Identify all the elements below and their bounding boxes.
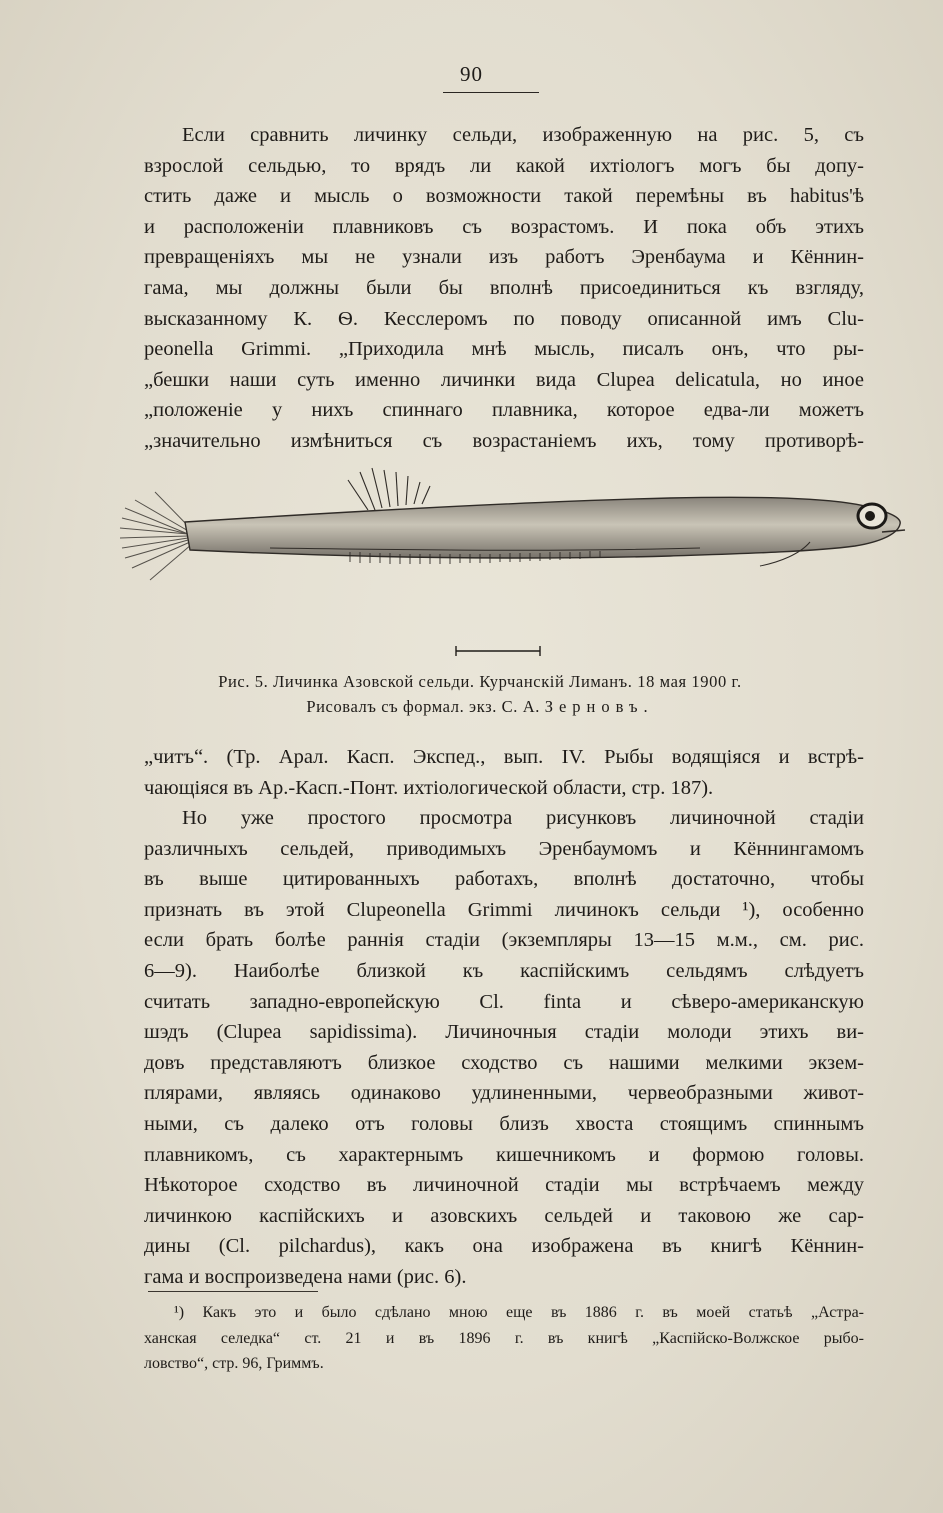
text-line: дины (Cl. pilchardus), какъ она изображена въ книгѣ Кённин- bbox=[144, 1235, 864, 1258]
paragraph-3 bbox=[144, 803, 864, 1293]
text-line: довъ представляютъ близкое сходство съ нашими мелкими экзем- bbox=[144, 1051, 864, 1074]
text-line: шэдъ (Clupea sapidissima). Личиночныя стадіи молоди этихъ ви- bbox=[144, 1021, 864, 1044]
text-line: плавникомъ, съ характернымъ кишечникомъ и формою головы. bbox=[144, 1143, 864, 1166]
footnote-rule bbox=[148, 1291, 318, 1292]
text-line: различныхъ сельдей, приводимыхъ Эренбаумомъ и Кённингамомъ bbox=[144, 837, 864, 860]
footnote-line: ¹) Какъ это и было сдѣлано мною еще въ 1886 г. въ моей статьѣ „Астра- bbox=[174, 1304, 864, 1321]
text-line: „положеніе у нихъ спиннаго плавника, которое едва-ли можетъ bbox=[144, 399, 864, 422]
figure-caption: Рис. 5. Личинка Азовской сельди. Курчанскій Лиманъ. 18 мая 1900 г. bbox=[218, 672, 742, 691]
scale-bar bbox=[455, 645, 541, 657]
text-line: 6—9). Наиболѣе близкой къ каспійскимъ сельдямъ слѣдуетъ bbox=[144, 959, 864, 982]
text-line: считать западно-европейскую Cl. finta и сѣверо-американскую bbox=[144, 990, 864, 1013]
text-line: чающіяся въ Ар.-Касп.-Понт. ихтіологической области, стр. 187). bbox=[144, 776, 714, 799]
text-line: „читъ“. (Тр. Арал. Касп. Экспед., вып. IV. Рыбы водящіяся и встрѣ- bbox=[144, 746, 864, 768]
figure-credit bbox=[120, 697, 840, 717]
fish-larva-illustration bbox=[110, 462, 910, 612]
text-line: въ выше цитированныхъ работахъ, вполнѣ достаточно, чтобы bbox=[144, 868, 864, 891]
footnote-line: ловство“, стр. 96, Гриммъ. bbox=[144, 1355, 324, 1372]
text-line: личинкою каспійскихъ и азовскихъ сельдей и таковою же сар- bbox=[144, 1204, 864, 1227]
paragraph-2 bbox=[144, 742, 864, 803]
text-line: гама и воспроизведена нами (рис. 6). bbox=[144, 1265, 467, 1288]
text-line: ными, съ далеко отъ головы близъ хвоста стоящимъ спиннымъ bbox=[144, 1112, 864, 1135]
text-line: Но уже простого просмотра рисунковъ личиночной стадіи bbox=[182, 807, 864, 829]
footnote-line: ханская селедка“ ст. 21 и въ 1896 г. въ книгѣ „Каспійско-Волжское рыбо- bbox=[144, 1329, 864, 1347]
page-number-rule bbox=[443, 92, 539, 93]
text-line: плярами, являясь одинаково удлиненными, червеобразными живот- bbox=[144, 1082, 864, 1105]
figure-credit-author: Зерновъ. bbox=[544, 697, 654, 716]
text-line: „бешки наши суть именно личинки вида Clupea delicatula, но иное bbox=[144, 368, 864, 391]
text-line: стить даже и мысль о возможности такой перемѣны въ habitus'ѣ bbox=[144, 185, 864, 208]
text-line: гама, мы должны были бы вполнѣ присоединиться къ взгляду, bbox=[144, 276, 864, 299]
text-line: peonella Grimmi. „Приходила мнѣ мысль, писалъ онъ, что ры- bbox=[144, 338, 864, 361]
footnote bbox=[144, 1300, 864, 1377]
text-line: признать въ этой Clupeonella Grimmi личинокъ сельди ¹), особенно bbox=[144, 898, 864, 921]
text-line: если брать болѣе раннія стадіи (экземпляры 13—15 м.м., см. рис. bbox=[144, 929, 864, 952]
text-line: взрослой сельдью, то врядъ ли какой ихтіологъ могъ бы допу- bbox=[144, 154, 864, 177]
text-line: Нѣкоторое сходство въ личиночной стадіи мы встрѣчаемъ между bbox=[144, 1174, 864, 1197]
figure-credit-text: Рисовалъ съ формал. экз. С. А. bbox=[306, 697, 545, 716]
text-line: „значительно измѣниться съ возрастаніемъ ихъ, тому противорѣ- bbox=[144, 429, 864, 452]
text-line: превращеніяхъ мы не узнали изъ работъ Эренбаума и Кённин- bbox=[144, 246, 864, 269]
text-line: и расположеніи плавниковъ съ возрастомъ. И пока объ этихъ bbox=[144, 215, 864, 238]
paragraph-1 bbox=[144, 120, 864, 457]
text-line: высказанному К. Ѳ. Кесслеромъ по поводу описанной имъ Clu- bbox=[144, 307, 864, 330]
text-line: Если сравнить личинку сельди, изображенную на рис. 5, съ bbox=[182, 124, 864, 146]
page-number: 90 bbox=[460, 62, 483, 86]
